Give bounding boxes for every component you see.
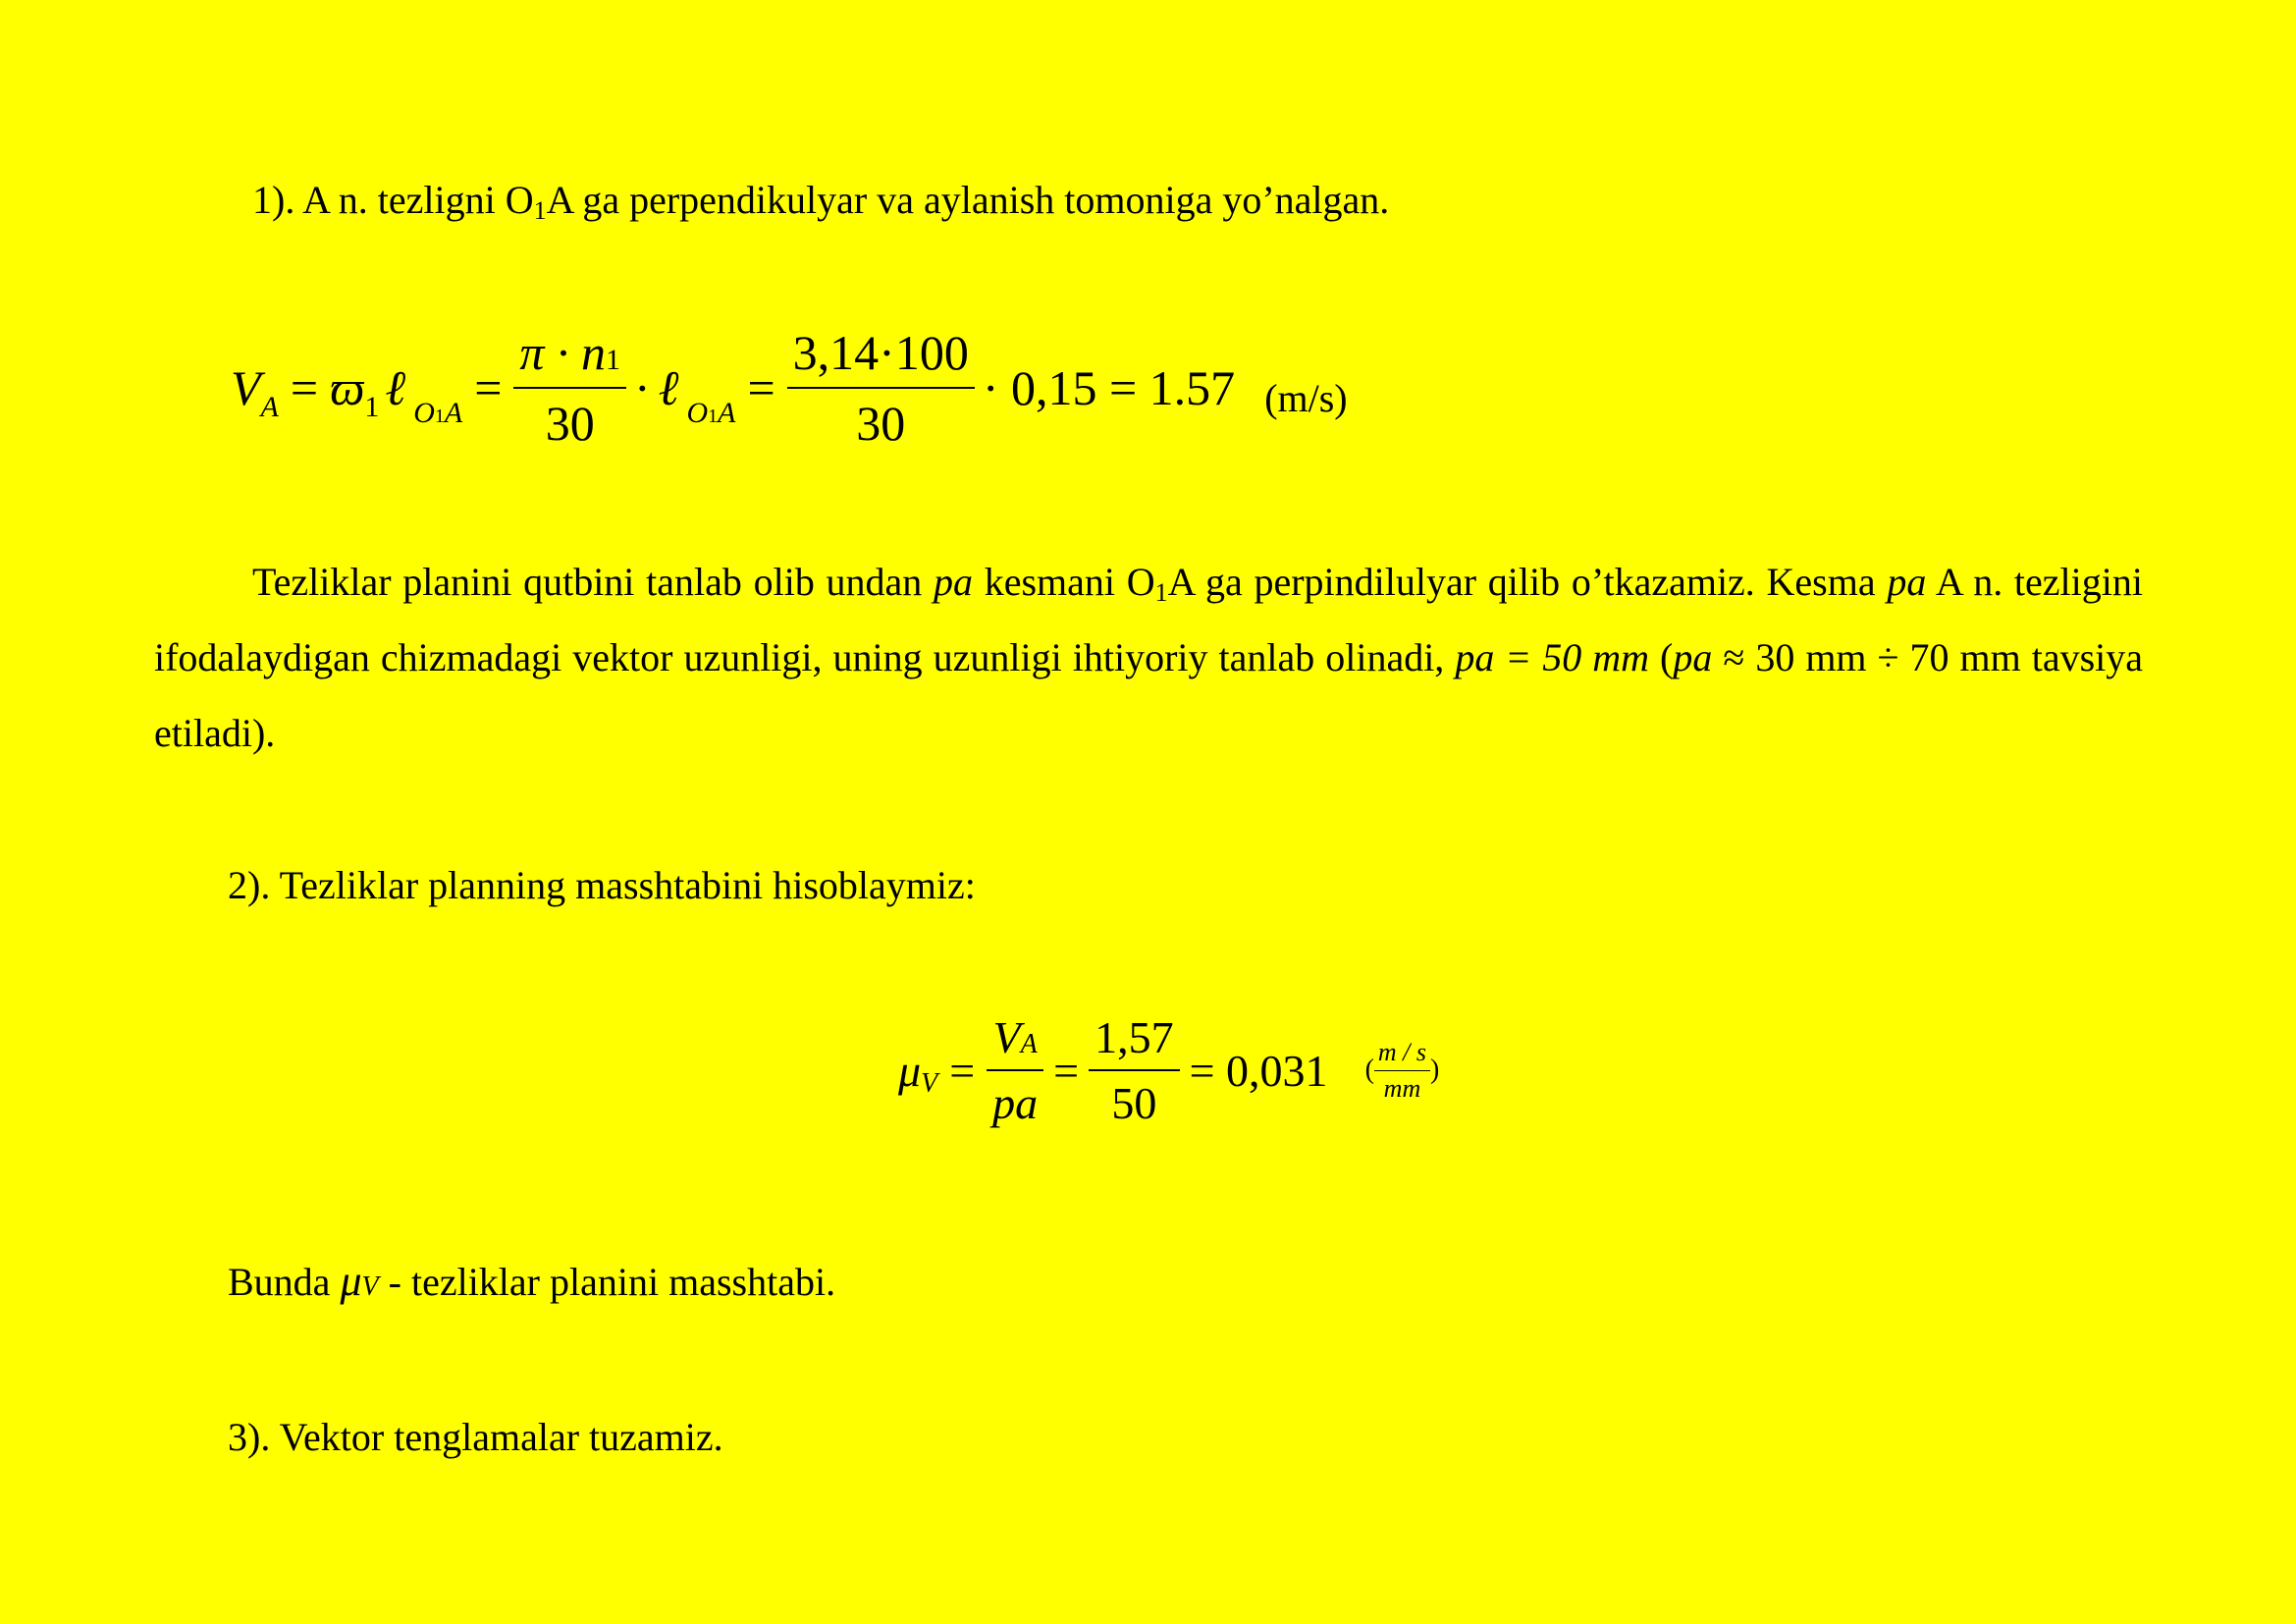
unit-ms-per-mm: ( $\frac{m / s}{mm}$ ) [1364, 1037, 1440, 1103]
scale-formula: μ V = $\frac{VA}{pa}$ = $\frac{1,57}{50}$ = 0,031 ( $\frac{m / s}{mm}$ ) [898, 1012, 1440, 1128]
item-1-text: 1). A n. tezligni $O_1A$ ga perpendikulyar va aylanish tomoniga yo’nalgan. [252, 178, 1390, 225]
omega-symbol: ϖ [330, 360, 365, 415]
scale-result: = 0,031 [1189, 1045, 1328, 1096]
fraction-pi-n-30: $\frac{\pi \cdot n1}{30}$ [513, 324, 626, 452]
unit-ms: (m/s) [1264, 375, 1348, 420]
velocity-formula: V A = ϖ 1 ℓ O1A = $\frac{\pi \cdot n1}{30}$ · ℓ O1A = $\frac{3,14\cdot 100}{30}$ · 0,15 = 1.57 (m/s) [231, 325, 1348, 451]
item-2-text: 2). Tezliklar planning masshtabini hisoblaymiz: [228, 863, 976, 907]
pole-selection-paragraph: Tezliklar planini qutbini tanlab olib undan pa kesmani $O_1A$ ga perpindilulyar qilib o’tkazamiz. Kesma pa A n. tezligini ifodalaydigan chizmadagi vektor uzunligi, uning uzunligi ihtiyoriy tanlab olinadi, pa = 50 mm (pa ≈ 30 mm ÷ 70 mm tavsiya etiladi). [154, 560, 2144, 755]
item-3-text: 3). Vektor tenglamalar tuzamiz. [228, 1415, 723, 1459]
va-symbol: V [231, 360, 261, 415]
fraction-va-pa: $\frac{VA}{pa}$ [987, 1011, 1043, 1129]
ell-symbol: ℓ [385, 360, 406, 415]
mu-symbol: μ [898, 1045, 922, 1096]
bunda-text: Bunda μV - tezliklar planini masshtabi. [228, 1257, 836, 1305]
fraction-314-100-30: $\frac{3,14\cdot 100}{30}$ [787, 324, 975, 452]
fraction-157-50: $\frac{1,57}{50}$ [1089, 1011, 1180, 1129]
va-result: · 0,15 = 1.57 [982, 360, 1236, 415]
